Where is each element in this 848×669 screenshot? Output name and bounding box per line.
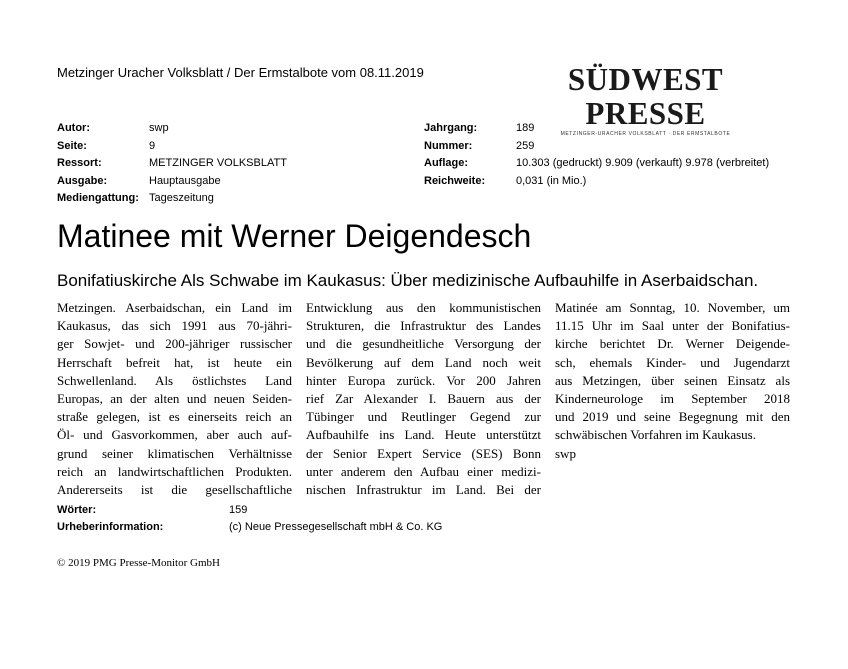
- footer-meta: [57, 502, 442, 536]
- text-line: nischen Infrastruktur im Land. Bei der: [306, 481, 541, 497]
- text-line: Andererseits ist die gesellschaftliche: [57, 481, 292, 497]
- text-line: Tübinger und Reutlinger Gegend zur: [306, 409, 541, 425]
- article-subheadline: Bonifatiuskirche Als Schwabe im Kaukasus: Über medizinische Aufbauhilfe in Aserbaidschan.: [57, 271, 759, 290]
- text-line: und die gesundheitliche Versorgung der: [306, 336, 541, 352]
- meta-key: Autor:: [57, 122, 90, 134]
- meta-key: Wörter:: [57, 504, 97, 516]
- text-line: kirche berichtet Dr. Werner Deigende-: [555, 336, 790, 352]
- source-line: Metzinger Uracher Volksblatt / Der Ermstalbote vom 08.11.2019: [57, 65, 424, 80]
- meta-key: Ausgabe:: [57, 174, 108, 187]
- meta-row-woerter: [57, 502, 442, 519]
- meta-value: 159: [229, 504, 248, 516]
- article-column-2: [306, 299, 541, 499]
- text-line: und 2019 und seine Begegnung mit den: [555, 409, 790, 425]
- text-line: Kinderneurologe im September 2018: [555, 390, 790, 406]
- text-line: Schwellenland. Als östlichstes Land: [57, 372, 292, 388]
- meta-value: swp: [149, 122, 169, 134]
- meta-row-seite: [57, 138, 287, 156]
- text-line: Matinée am Sonntag, 10. November, um: [555, 300, 790, 315]
- meta-row-auflage: [424, 155, 769, 173]
- meta-row-urheber: [57, 519, 442, 536]
- meta-value: Hauptausgabe: [149, 174, 221, 187]
- meta-value: METZINGER VOLKSBLATT: [149, 157, 287, 169]
- meta-left: [57, 120, 287, 208]
- meta-row-autor: [57, 120, 287, 138]
- meta-key: Nummer:: [424, 139, 473, 152]
- meta-value: 259: [516, 139, 535, 152]
- text-line: rief Zar Alexander I. Bauern aus der: [306, 390, 541, 406]
- text-line: Herrschaft befreit hat, ist heute ein: [57, 354, 292, 370]
- text-line: Aufbauhilfe ins Land. Heute unterstützt: [306, 427, 541, 443]
- meta-row-mediengattung: [57, 190, 287, 208]
- text-line: Strukturen, die Infrastruktur des Landes: [306, 318, 541, 334]
- pmg-copyright: © 2019 PMG Presse-Monitor GmbH: [57, 557, 220, 569]
- text-line: hinter Europa zurück. Vor 200 Jahren: [306, 372, 541, 388]
- meta-key: Seite:: [57, 139, 87, 152]
- masthead-subtitle: METZINGER-URACHER VOLKSBLATT · DER ERMSTALBOTE: [560, 131, 731, 137]
- meta-value: Tageszeitung: [149, 192, 214, 204]
- article-column-3: [555, 299, 790, 463]
- text-line: straße gelegen, ist es einerseits reich an: [57, 409, 292, 425]
- meta-row-ressort: [57, 155, 287, 173]
- text-line: unter anderem den Aufbau einer medizi-: [306, 463, 541, 479]
- meta-key: Urheberinformation:: [57, 521, 164, 533]
- article-column-1: [57, 299, 292, 499]
- text-line: Europas, an der alten und neuen Seiden-: [57, 390, 292, 406]
- text-line: Kaukasus, das sich 1991 aus 70-jähri-: [57, 318, 292, 334]
- meta-key: Auflage:: [424, 157, 468, 169]
- text-line: sch, ehemals Kinder- und Jugendarzt: [555, 354, 790, 370]
- meta-value: 0,031 (in Mio.): [516, 174, 587, 187]
- masthead-title: SÜDWEST PRESSE: [567, 61, 724, 131]
- text-line: Metzingen. Aserbaidschan, ein Land im: [57, 300, 292, 315]
- meta-key: Mediengattung:: [57, 192, 139, 204]
- meta-row-ausgabe: [57, 173, 287, 191]
- text-line: aus Metzingen, über seinen Einsatz als: [555, 372, 790, 388]
- text-line: swp: [555, 445, 576, 461]
- text-line: der Senior Expert Service (SES) Bonn: [306, 445, 541, 461]
- meta-right: [424, 120, 769, 190]
- text-line: 11.15 Uhr im Saal unter der Bonifatius-: [555, 318, 790, 334]
- text-line: reich an landwirtschaftlichen Produkten.: [57, 463, 292, 479]
- article-headline: Matinee mit Werner Deigendesch: [57, 218, 532, 254]
- meta-value: 189: [516, 122, 535, 134]
- text-line: Bevölkerung auf dem Land noch weit: [306, 354, 541, 370]
- meta-value: 9: [149, 139, 156, 152]
- meta-key: Reichweite:: [424, 174, 486, 187]
- meta-row-jahrgang: [424, 120, 769, 138]
- meta-row-nummer: [424, 138, 769, 156]
- meta-row-reichweite: [424, 173, 769, 191]
- meta-key: Ressort:: [57, 157, 102, 169]
- meta-value: (c) Neue Pressegesellschaft mbH & Co. KG: [229, 521, 443, 533]
- text-line: Entwicklung aus den kommunistischen: [306, 300, 541, 315]
- text-line: ger Sowjet- und 200-jähriger russischer: [57, 336, 292, 352]
- meta-key: Jahrgang:: [424, 122, 478, 134]
- text-line: grund seiner klimatischen Verhältnisse: [57, 445, 292, 461]
- text-line: Öl- und Gasvorkommen, aber auch auf-: [57, 427, 292, 443]
- text-line: schwäbischen Vorfahren im Kaukasus.: [555, 427, 756, 443]
- meta-value: 10.303 (gedruckt) 9.909 (verkauft) 9.978 (verbreitet): [516, 157, 770, 169]
